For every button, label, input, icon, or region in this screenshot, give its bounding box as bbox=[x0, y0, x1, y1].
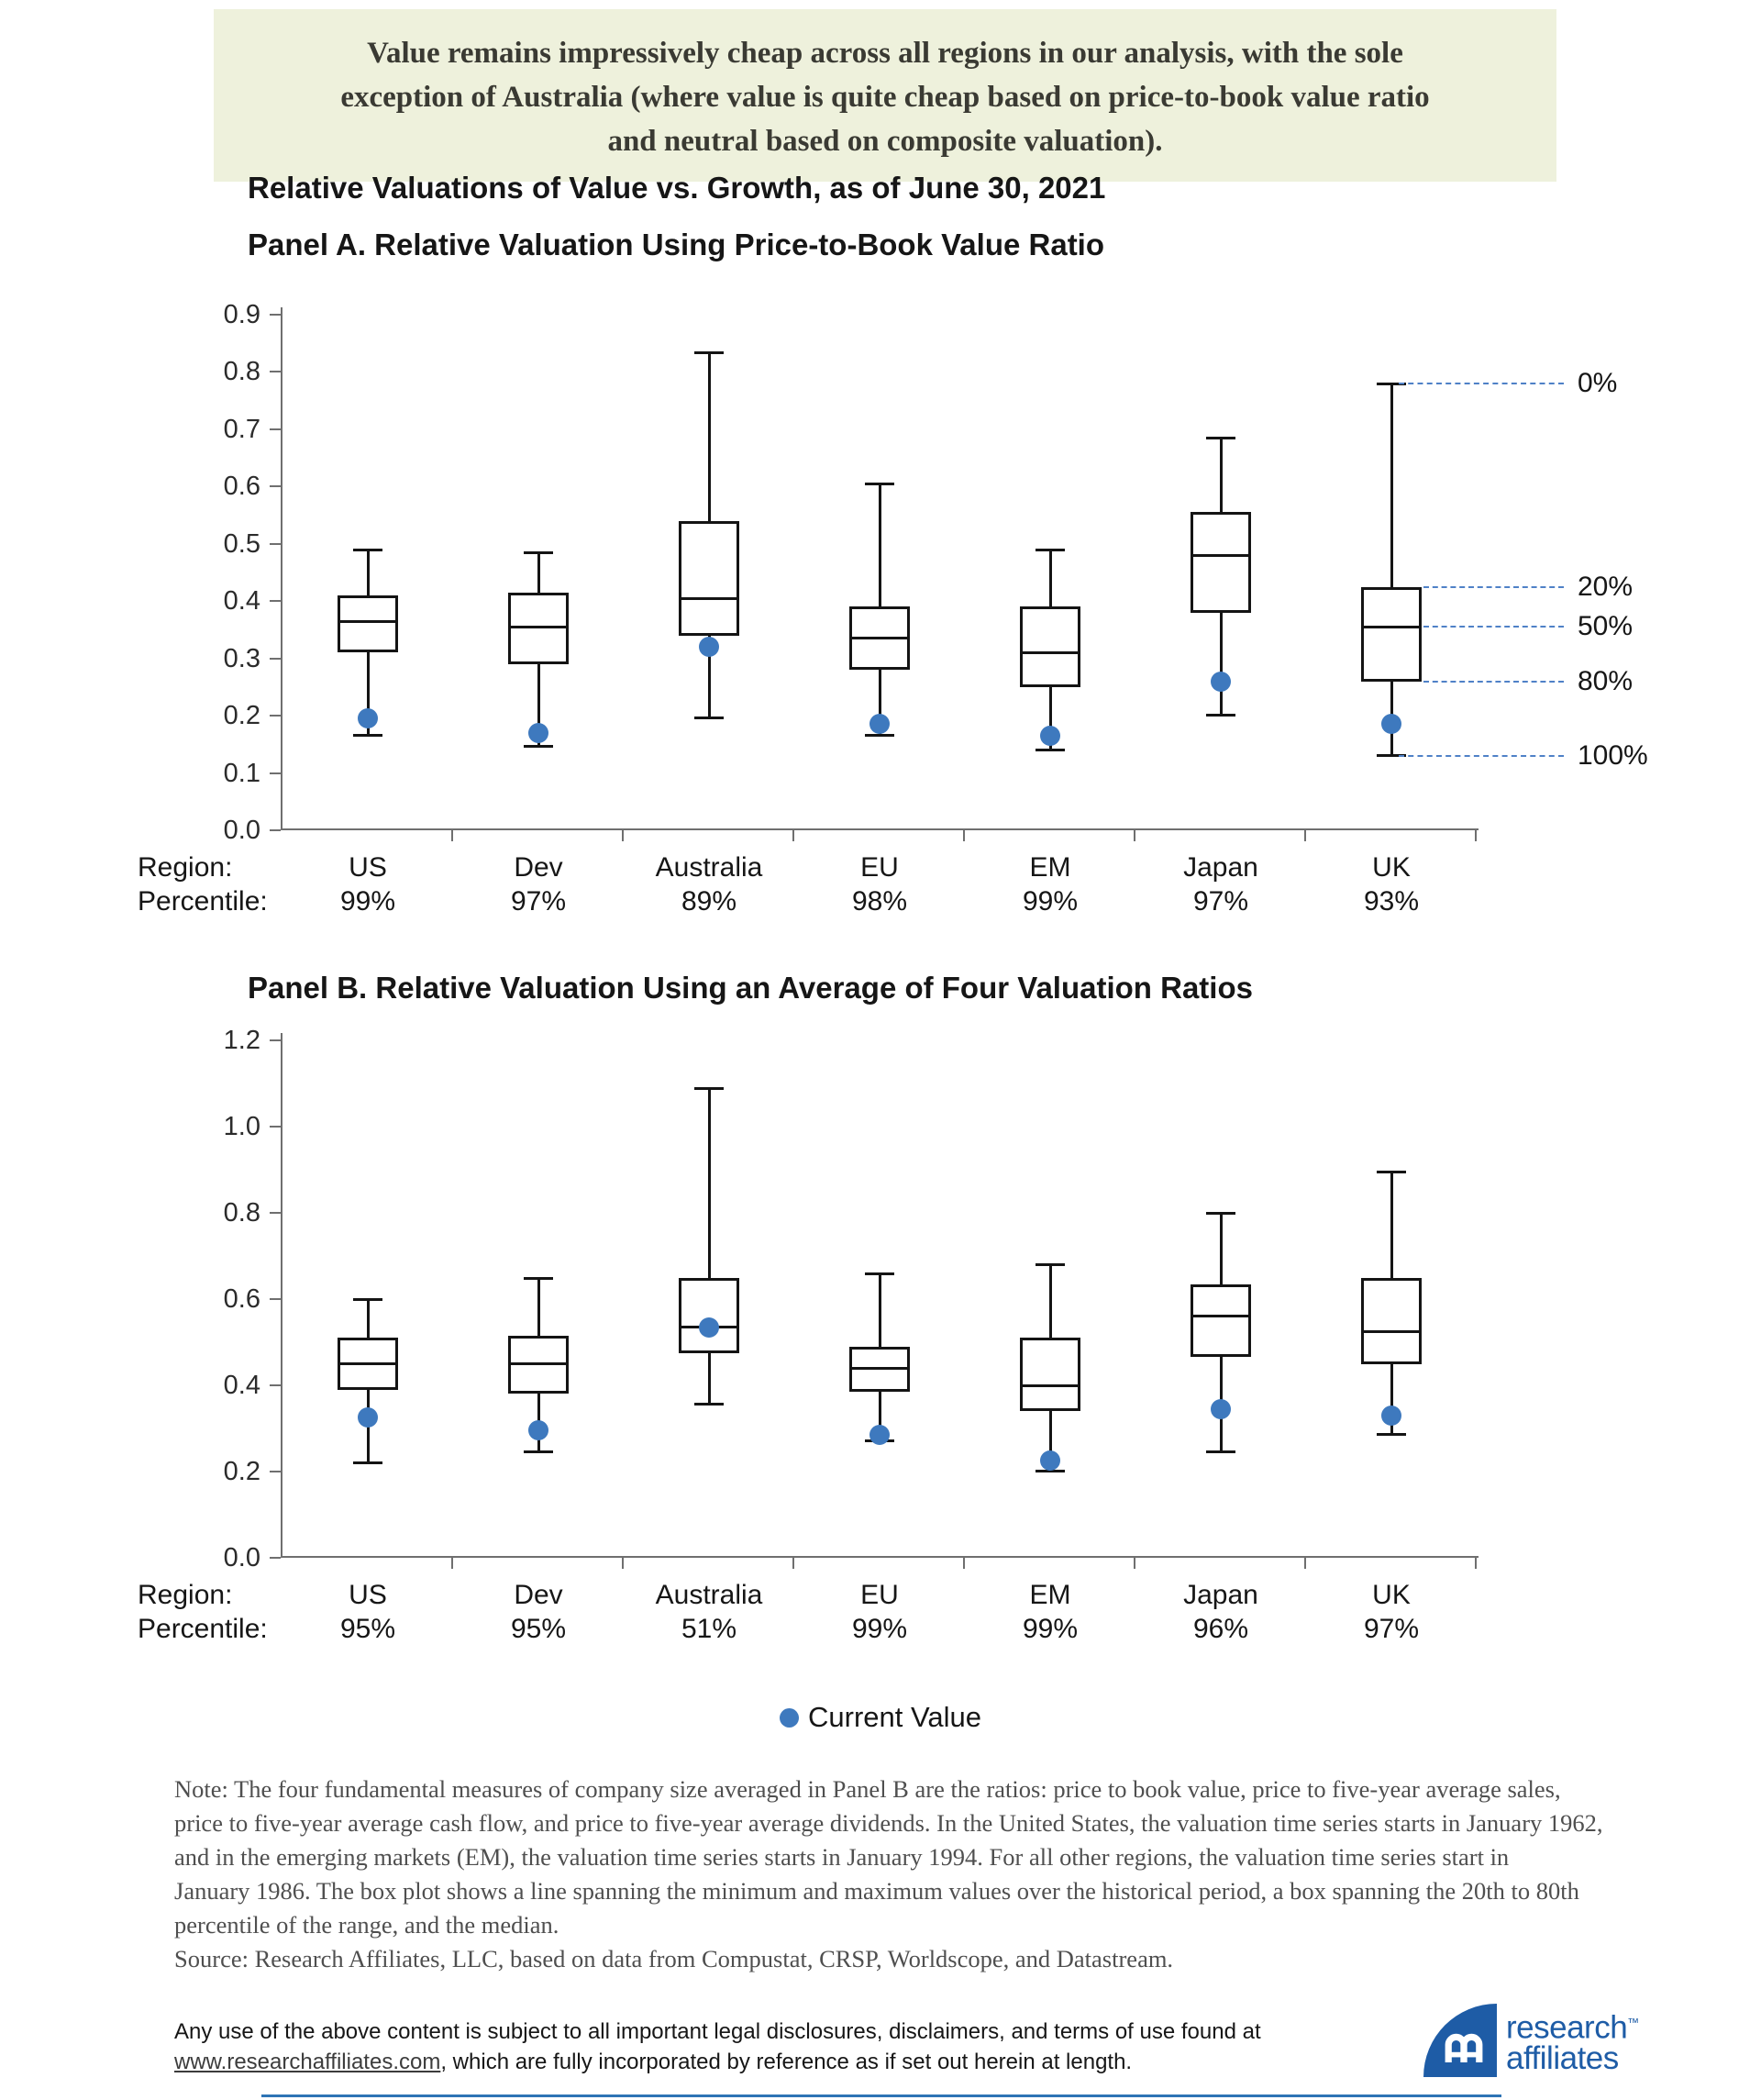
median-japan bbox=[1191, 554, 1251, 557]
region-row-label: Region: bbox=[138, 1580, 233, 1610]
percentile-value-japan: 97% bbox=[1192, 886, 1249, 917]
note-line-2: price to five-year average cash flow, and price to five-year average dividends. In the United States, the valuation time series starts in January 1962, bbox=[174, 1809, 1603, 1837]
y-tick bbox=[270, 829, 281, 831]
y-tick bbox=[270, 1039, 281, 1041]
current-value-dot-icon bbox=[780, 1708, 799, 1728]
x-tick bbox=[622, 830, 624, 841]
logo-tm: ™ bbox=[1627, 2016, 1639, 2030]
y-tick bbox=[270, 1471, 281, 1472]
y-tick-label: 0.1 bbox=[223, 758, 260, 788]
percentile-value-dev: 95% bbox=[510, 1614, 567, 1644]
percentile-value-japan: 96% bbox=[1192, 1614, 1249, 1644]
whisker-max-cap-japan bbox=[1206, 1212, 1235, 1215]
median-eu bbox=[849, 637, 910, 639]
percentile-guide-line bbox=[1423, 681, 1564, 683]
x-tick bbox=[1134, 830, 1135, 841]
region-label-japan: Japan bbox=[1183, 852, 1258, 883]
whisker-australia bbox=[708, 1088, 711, 1405]
logo-wordmark bbox=[1506, 2007, 1639, 2076]
region-label-us: US bbox=[349, 852, 387, 883]
y-tick-label: 0.0 bbox=[223, 1543, 260, 1572]
percentile-guide-label: 80% bbox=[1578, 665, 1634, 696]
region-label-us: US bbox=[349, 1580, 387, 1610]
whisker-min-cap-uk bbox=[1377, 1433, 1406, 1436]
panel-a-title: Panel A. Relative Valuation Using Price-to-Book Value Ratio bbox=[248, 228, 1105, 261]
percentile-guide-label: 100% bbox=[1578, 739, 1648, 771]
panel-b-title: Panel B. Relative Valuation Using an Average of Four Valuation Ratios bbox=[248, 971, 1253, 1005]
current-value-dot-dev bbox=[528, 723, 548, 743]
headline-line-1: Value remains impressively cheap across all regions in our analysis, with the sole bbox=[367, 37, 1403, 70]
percentile-row-label: Percentile: bbox=[138, 1614, 268, 1644]
median-eu bbox=[849, 1367, 910, 1370]
y-tick-label: 0.6 bbox=[223, 472, 260, 502]
box-japan bbox=[1191, 512, 1251, 612]
region-label-australia: Australia bbox=[655, 1580, 763, 1610]
median-em bbox=[1020, 1384, 1080, 1387]
y-tick-label: 0.6 bbox=[223, 1284, 260, 1314]
y-tick bbox=[270, 371, 281, 372]
x-tick bbox=[451, 1558, 453, 1569]
whisker-min-cap-dev bbox=[524, 1450, 553, 1453]
percentile-value-dev: 97% bbox=[510, 886, 567, 917]
current-value-dot-uk bbox=[1381, 1406, 1401, 1426]
region-label-eu: EU bbox=[860, 852, 899, 883]
box-em bbox=[1020, 1338, 1080, 1411]
x-tick bbox=[1304, 1558, 1306, 1569]
current-value-dot-dev bbox=[528, 1420, 548, 1440]
percentile-guide-line bbox=[1399, 383, 1564, 384]
logo-word-research: research bbox=[1506, 2009, 1628, 2046]
current-value-dot-us bbox=[358, 1407, 378, 1428]
whisker-max-cap-dev bbox=[524, 1277, 553, 1280]
region-label-australia: Australia bbox=[655, 852, 763, 883]
percentile-guide-label: 20% bbox=[1578, 571, 1634, 602]
whisker-max-cap-eu bbox=[865, 1272, 894, 1275]
percentile-guide-label: 0% bbox=[1578, 367, 1618, 398]
disclaimer-line-2-rest: , which are fully incorporated by reference as if set out herein at length. bbox=[440, 2050, 1133, 2074]
percentile-value-australia: 89% bbox=[681, 886, 737, 917]
y-tick bbox=[270, 428, 281, 430]
x-tick bbox=[622, 1558, 624, 1569]
region-label-em: EM bbox=[1029, 1580, 1071, 1610]
median-us bbox=[338, 1362, 398, 1365]
y-tick-label: 0.5 bbox=[223, 528, 260, 559]
percentile-guide-line bbox=[1423, 586, 1564, 588]
y-tick bbox=[270, 1384, 281, 1386]
headline-line-3: and neutral based on composite valuation). bbox=[607, 125, 1163, 158]
y-tick-label: 0.0 bbox=[223, 816, 260, 845]
percentile-value-australia: 51% bbox=[681, 1614, 737, 1644]
y-tick bbox=[270, 600, 281, 602]
percentile-value-em: 99% bbox=[1022, 886, 1079, 917]
y-tick bbox=[270, 715, 281, 717]
y-tick-label: 1.2 bbox=[223, 1026, 260, 1055]
region-label-uk: UK bbox=[1372, 1580, 1411, 1610]
y-tick-label: 0.9 bbox=[223, 300, 260, 329]
y-tick-label: 0.8 bbox=[223, 357, 260, 387]
note-line-1: Note: The four fundamental measures of company size averaged in Panel B are the ratios: price to book value, price to five-year average sales, bbox=[174, 1775, 1561, 1803]
percentile-guide-line bbox=[1399, 755, 1564, 757]
whisker-max-cap-em bbox=[1036, 549, 1065, 551]
whisker-max-cap-em bbox=[1036, 1263, 1065, 1266]
box-uk bbox=[1361, 1278, 1422, 1364]
median-dev bbox=[508, 626, 569, 628]
whisker-uk bbox=[1390, 383, 1393, 756]
disclaimer bbox=[174, 2017, 1261, 2077]
x-tick bbox=[963, 830, 965, 841]
x-tick bbox=[1475, 1558, 1477, 1569]
y-tick bbox=[270, 543, 281, 545]
whisker-min-cap-japan bbox=[1206, 714, 1235, 717]
median-australia bbox=[679, 597, 739, 600]
median-uk bbox=[1361, 626, 1422, 628]
whisker-max-cap-japan bbox=[1206, 437, 1235, 439]
box-japan bbox=[1191, 1284, 1251, 1358]
x-tick bbox=[792, 1558, 794, 1569]
box-australia bbox=[679, 1278, 739, 1353]
chart-main-title: Relative Valuations of Value vs. Growth, as of June 30, 2021 bbox=[248, 171, 1106, 205]
whisker-min-cap-us bbox=[353, 1461, 382, 1464]
whisker-min-cap-japan bbox=[1206, 1450, 1235, 1453]
whisker-max-cap-eu bbox=[865, 483, 894, 485]
whisker-min-cap-australia bbox=[694, 717, 724, 719]
region-label-japan: Japan bbox=[1183, 1580, 1258, 1610]
y-tick-label: 0.4 bbox=[223, 586, 260, 617]
y-axis bbox=[281, 307, 282, 830]
whisker-max-cap-uk bbox=[1377, 1171, 1406, 1173]
y-tick bbox=[270, 314, 281, 316]
median-em bbox=[1020, 651, 1080, 654]
y-tick-label: 0.3 bbox=[223, 643, 260, 673]
researchaffiliates-link[interactable]: www.researchaffiliates.com bbox=[174, 2050, 441, 2074]
x-tick bbox=[963, 1558, 965, 1569]
panel-a-chart bbox=[223, 300, 1648, 845]
whisker-max-cap-us bbox=[353, 1298, 382, 1301]
x-tick bbox=[451, 830, 453, 841]
y-tick bbox=[270, 1298, 281, 1300]
whisker-min-cap-australia bbox=[694, 1403, 724, 1406]
whisker-max-cap-australia bbox=[694, 1087, 724, 1090]
whisker-min-cap-dev bbox=[524, 745, 553, 748]
disclaimer-line-1: Any use of the above content is subject to all important legal disclosures, disclaimers, and terms of use found at bbox=[174, 2019, 1261, 2044]
whisker-min-cap-eu bbox=[865, 734, 894, 737]
current-value-dot-japan bbox=[1211, 1399, 1231, 1419]
x-tick bbox=[792, 830, 794, 841]
box-em bbox=[1020, 606, 1080, 686]
percentile-value-eu: 98% bbox=[851, 886, 908, 917]
headline-line-2: exception of Australia (where value is quite cheap based on price-to-book value ratio bbox=[340, 81, 1430, 114]
box-dev bbox=[508, 593, 569, 664]
current-value-dot-eu bbox=[869, 1425, 890, 1445]
current-value-dot-eu bbox=[869, 714, 890, 734]
current-value-dot-australia bbox=[699, 637, 719, 657]
median-uk bbox=[1361, 1330, 1422, 1333]
note-line-3: and in the emerging markets (EM), the valuation time series starts in January 1994. For all other regions, the valuation time series start in bbox=[174, 1843, 1510, 1871]
x-tick bbox=[1475, 830, 1477, 841]
percentile-guide-label: 50% bbox=[1578, 611, 1634, 642]
box-australia bbox=[679, 521, 739, 636]
region-label-dev: Dev bbox=[514, 1580, 563, 1610]
y-tick-label: 0.4 bbox=[223, 1371, 260, 1400]
y-tick-label: 0.2 bbox=[223, 701, 260, 731]
percentile-value-uk: 93% bbox=[1363, 886, 1420, 917]
current-value-dot-us bbox=[358, 708, 378, 728]
current-value-dot-australia bbox=[699, 1317, 719, 1338]
x-axis bbox=[281, 1556, 1479, 1558]
current-value-dot-em bbox=[1040, 1450, 1060, 1471]
y-tick-label: 1.0 bbox=[223, 1112, 260, 1141]
region-label-uk: UK bbox=[1372, 852, 1411, 883]
y-axis bbox=[281, 1033, 282, 1558]
note-line-5: percentile of the range, and the median. bbox=[174, 1911, 559, 1939]
note-lines bbox=[174, 1772, 1603, 1942]
legend-label: Current Value bbox=[808, 1701, 981, 1733]
current-value-dot-em bbox=[1040, 726, 1060, 746]
y-tick bbox=[270, 1557, 281, 1559]
region-row-label: Region: bbox=[138, 852, 233, 883]
logo-word-affiliates: affiliates bbox=[1506, 2039, 1619, 2076]
whisker-min-cap-us bbox=[353, 734, 382, 737]
percentile-value-eu: 99% bbox=[851, 1614, 908, 1644]
median-japan bbox=[1191, 1315, 1251, 1317]
footer-rule bbox=[261, 2094, 1501, 2097]
note-line-4: January 1986. The box plot shows a line spanning the minimum and maximum values over the historical period, a box spanning the 20th to 80th bbox=[174, 1877, 1579, 1905]
source-line: Source: Research Affiliates, LLC, based on data from Compustat, CRSP, Worldscope, and Datastream. bbox=[174, 1945, 1174, 1972]
disclaimer-line-2 bbox=[174, 2047, 1261, 2077]
percentile-value-us: 95% bbox=[339, 1614, 396, 1644]
whisker-max-cap-australia bbox=[694, 351, 724, 354]
percentile-row-label: Percentile: bbox=[138, 886, 268, 917]
whisker-max-cap-dev bbox=[524, 551, 553, 554]
y-tick-label: 0.8 bbox=[223, 1198, 260, 1228]
box-uk bbox=[1361, 587, 1422, 682]
y-tick bbox=[270, 1212, 281, 1214]
legend bbox=[780, 1701, 981, 1734]
box-us bbox=[338, 595, 398, 652]
whisker-max-cap-us bbox=[353, 549, 382, 551]
percentile-guide-line bbox=[1423, 626, 1564, 628]
y-tick bbox=[270, 772, 281, 774]
y-tick-label: 0.2 bbox=[223, 1457, 260, 1486]
y-tick bbox=[270, 485, 281, 487]
percentile-value-us: 99% bbox=[339, 886, 396, 917]
region-label-dev: Dev bbox=[514, 852, 563, 883]
median-us bbox=[338, 620, 398, 623]
region-label-eu: EU bbox=[860, 1580, 899, 1610]
research-affiliates-logo-icon bbox=[1423, 2004, 1497, 2077]
headline-banner bbox=[214, 9, 1556, 182]
note-block bbox=[174, 1772, 1603, 1976]
whisker-min-cap-em bbox=[1036, 749, 1065, 751]
x-tick bbox=[1304, 830, 1306, 841]
current-value-dot-japan bbox=[1211, 672, 1231, 692]
percentile-value-uk: 97% bbox=[1363, 1614, 1420, 1644]
y-tick bbox=[270, 658, 281, 660]
x-tick bbox=[1134, 1558, 1135, 1569]
region-label-em: EM bbox=[1029, 852, 1071, 883]
y-tick bbox=[270, 1126, 281, 1128]
current-value-dot-uk bbox=[1381, 714, 1401, 734]
y-tick-label: 0.7 bbox=[223, 414, 260, 444]
company-logo bbox=[1423, 2004, 1639, 2077]
percentile-value-em: 99% bbox=[1022, 1614, 1079, 1644]
median-dev bbox=[508, 1362, 569, 1365]
x-axis bbox=[281, 828, 1479, 830]
panel-b-chart bbox=[223, 1026, 1479, 1572]
